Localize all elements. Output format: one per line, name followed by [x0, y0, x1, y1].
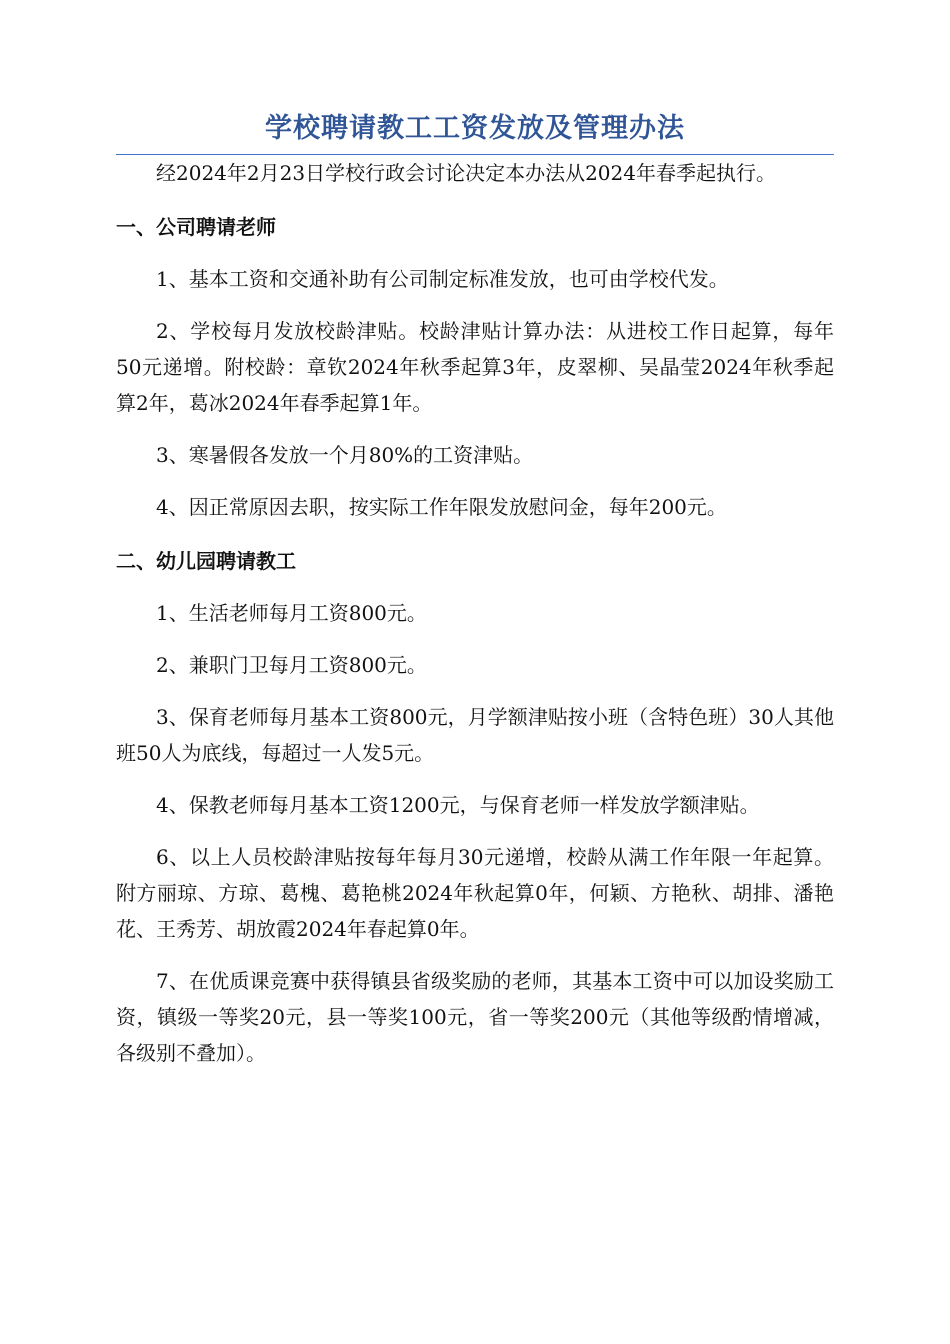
section-heading-company-teachers: 一、公司聘请老师 [116, 215, 276, 239]
document-title: 学校聘请教工工资发放及管理办法 [116, 112, 834, 155]
section2-item-1: 1、生活老师每月工资800元。 [156, 601, 427, 625]
section2-item-3: 3、保育老师每月基本工资800元，月学额津贴按小班（含特色班）30人其他班50人为底线，每超过一人发5元。 [116, 705, 834, 765]
section1-item-4: 4、因正常原因去职，按实际工作年限发放慰问金，每年200元。 [156, 495, 727, 519]
section1-item-2: 2、学校每月发放校龄津贴。校龄津贴计算办法：从进校工作日起算，每年50元递增。附校龄：章钦2024年秋季起算3年，皮翠柳、吴晶莹2024年秋季起算2年，葛冰2024年春季起算1年。 [116, 319, 834, 415]
section-heading-kindergarten-staff: 二、幼儿园聘请教工 [116, 549, 296, 573]
document-page [116, 112, 834, 1087]
section1-item-3: 3、寒暑假各发放一个月80%的工资津贴。 [156, 443, 534, 467]
section1-item-1: 1、基本工资和交通补助有公司制定标准发放，也可由学校代发。 [156, 267, 729, 291]
intro-paragraph: 经2024年2月23日学校行政会讨论决定本办法从2024年春季起执行。 [156, 161, 776, 185]
section2-item-4: 4、保教老师每月基本工资1200元，与保育老师一样发放学额津贴。 [156, 793, 760, 817]
section2-item-7: 7、在优质课竞赛中获得镇县省级奖励的老师，其基本工资中可以加设奖励工资，镇级一等奖20元，县一等奖100元，省一等奖200元（其他等级酌情增减，各级别不叠加）。 [116, 969, 834, 1065]
section2-item-2: 2、兼职门卫每月工资800元。 [156, 653, 427, 677]
section2-item-6: 6、以上人员校龄津贴按每年每月30元递增，校龄从满工作年限一年起算。附方丽琼、方琼、葛槐、葛艳桃2024年秋起算0年，何颖、方艳秋、胡排、潘艳花、王秀芳、胡放霞2024年春起算0年。 [116, 845, 834, 941]
